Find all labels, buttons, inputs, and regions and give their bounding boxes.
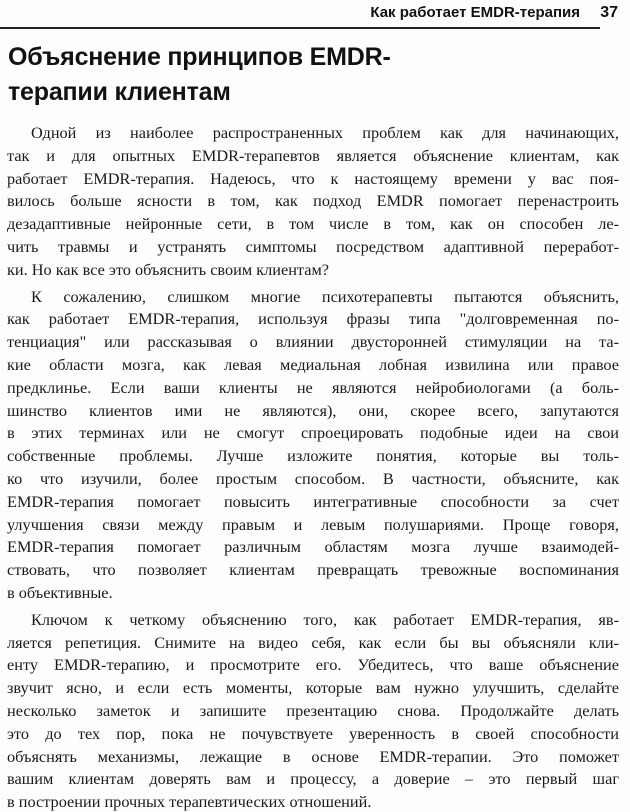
text-line: в этих терминах или не смогут спроецировать подобные идеи на свои — [7, 423, 619, 443]
body-text — [7, 122, 619, 812]
section-title — [8, 40, 568, 110]
text-line: в построении прочных терапевтических отношений. — [7, 792, 372, 812]
text-line: енту EMDR-терапию, и просмотрите его. Убедитесь, что ваше объяснение — [7, 655, 619, 675]
text-line: EMDR-терапия помогает различным областям мозга лучше взаимодей- — [7, 537, 619, 557]
text-line: вашим клиентам доверять вам и процессу, а доверие – это первый шаг — [7, 769, 619, 789]
section-title-line: терапии клиентам — [8, 78, 231, 106]
text-line: дезадаптивные нейронные сети, в том числе в том, как он способен ле- — [7, 214, 619, 234]
paragraph — [7, 286, 619, 605]
section-title-line: Объяснение принципов EMDR- — [8, 43, 391, 71]
text-line: звучит ясно, и если есть моменты, которые вам нужно улучшить, сделайте — [7, 678, 619, 698]
text-line: в объективные. — [7, 582, 113, 602]
header-rule — [0, 27, 600, 29]
text-line: ствовать, что позволяет клиентам превращать тревожные воспоминания — [7, 560, 619, 580]
text-line: ко что изучили, более простым способом. В частности, объясните, как — [7, 468, 619, 488]
paragraph — [7, 609, 619, 812]
text-line: ки. Но как все это объяснить своим клиентам? — [7, 259, 329, 279]
text-line: EMDR-терапия помогает повысить интегративные способности за счет — [7, 491, 619, 511]
text-line: работает EMDR-терапия. Надеюсь, что к настоящему времени у вас поя- — [7, 168, 619, 188]
text-line: чить травмы и устранять симптомы посредством адаптивной переработ- — [7, 236, 619, 256]
text-line: К сожалению, слишком многие психотерапевты пытаются объяснить, — [31, 286, 619, 306]
text-line: Одной из наиболее распространенных проблем как для начинающих, — [31, 123, 619, 142]
running-head — [370, 4, 618, 22]
text-line: шинство клиентов ими не являются), они, скорее всего, запутаются — [7, 400, 619, 420]
text-line: ляется репетиция. Снимите на видео себя, как если бы вы объясняли кли- — [7, 632, 619, 652]
text-line: как работает EMDR-терапия, используя фразы типа "долговременная по- — [7, 309, 619, 329]
text-line: так и для опытных EMDR-терапевтов является объяснение клиентам, как — [7, 145, 619, 165]
page-number: 37 — [600, 4, 618, 21]
text-line: Ключом к четкому объяснению того, как работает EMDR-терапия, яв- — [31, 609, 619, 629]
running-head-title: Как работает EMDR-терапия — [370, 4, 581, 21]
text-line: предклинье. Если ваши клиенты не являются нейробиологами (а боль- — [7, 377, 619, 397]
paragraph — [7, 122, 619, 282]
text-line: собственные проблемы. Лучше изложите понятия, которые вы толь- — [7, 446, 619, 466]
text-line: улучшения связи между правым и левым полушариями. Проще говоря, — [7, 514, 619, 534]
text-line: тенциация" или рассказывая о влиянии двусторонней стимуляции на та- — [7, 332, 619, 352]
text-line: кие области мозга, как левая медиальная лобная извилина или правое — [7, 354, 619, 374]
text-line: несколько заметок и запишите презентацию снова. Продолжайте делать — [7, 700, 619, 720]
text-line: это до тех пор, пока не почувствуете уверенность в своей способности — [7, 723, 619, 743]
text-line: вилось больше ясности в том, как подход EMDR помогает перенастроить — [7, 191, 619, 211]
text-line: объяснять механизмы, лежащие в основе EMDR-терапии. Это поможет — [7, 746, 619, 766]
